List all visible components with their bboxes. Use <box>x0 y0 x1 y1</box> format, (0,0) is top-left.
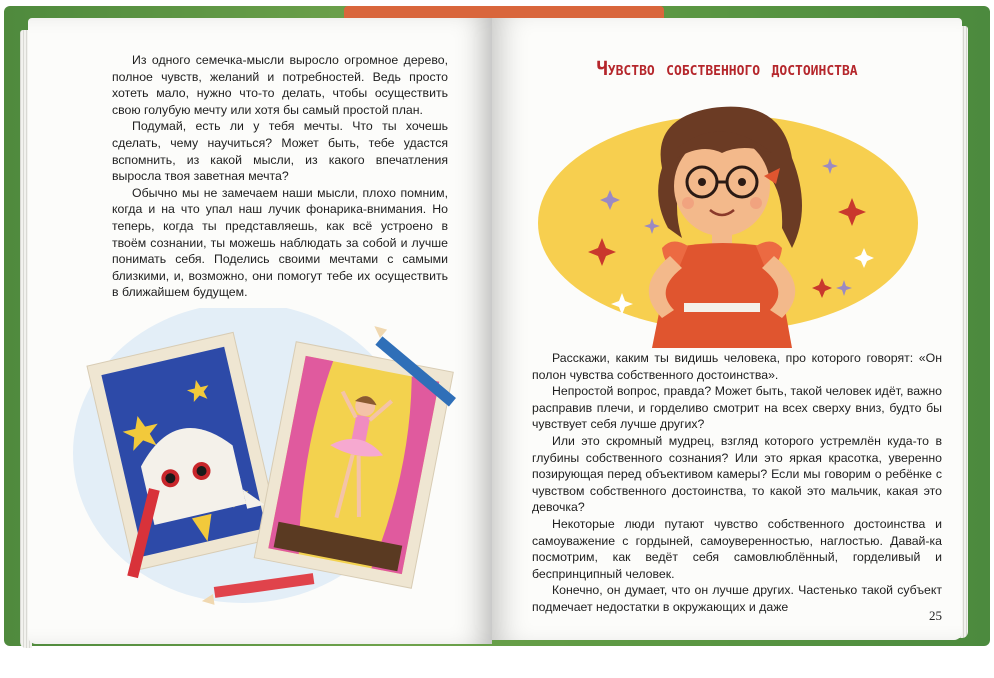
left-paragraph-3: Обычно мы не замечаем наши мысли, плохо помним, когда и на что упал наш лучик фонарика-внимания. Но теперь, когда ты представляешь, как всё устроено в твоём сознании, ты можешь наблюдать за собой и лучше понимать себя. Поделись своими мечтами с самыми близкими, и, возможно, они помогут тебе их осуществить в ближайшем будущем. <box>112 185 448 300</box>
left-page <box>28 18 492 644</box>
left-paragraph-2: Подумай, есть ли у тебя мечты. Что ты хочешь сделать, чему научиться? Может быть, тебе удастся вспомнить, из какой мысли, из какого впечатления выросла твоя заветная мечта? <box>112 119 448 184</box>
right-paragraph-3: Или это скромный мудрец, взгляд которого устремлён куда-то в глубины собственного сознания? Или это яркая красотка, уверенно позирующая перед объективом камеры? Если мы говорим о ребёнке с чувством собственного достоинства, то какой это мальчик, какая это девочка? <box>532 433 942 515</box>
right-paragraph-2: Непростой вопрос, правда? Может быть, такой человек идёт, важно расправив плечи, и горделиво смотрит на всех сверху вниз, будто бы чувствует себя лучше других? <box>532 384 942 432</box>
right-paragraph-1: Расскажи, каким ты видишь человека, про которого говорят: «Он полон чувства собственного достоинства». <box>532 351 942 382</box>
left-paragraph-1: Из одного семечка-мысли выросло огромное дерево, полное чувств, желаний и потребностей. Ведь просто хотеть мало, нужно что-то делать, чтобы осуществить свою голубую мечту или хотя бы самый простой план. <box>112 53 448 117</box>
chapter-title: Чувство собственного достоинства <box>596 58 858 80</box>
left-page-text <box>112 52 448 301</box>
right-paragraph-4: Некоторые люди путают чувство собственного достоинства и самоуважение с гордыней, самоуверенностью, наглостью. Давай-ка посмотрим, как ведёт себя самовлюблённый, горделивый и беспринципный человек. <box>532 516 942 581</box>
page-number: 25 <box>929 608 942 623</box>
right-page-text <box>532 350 942 616</box>
right-paragraph-5: Конечно, он думает, что он лучше других. Частенько такой субъект подмечает недостатки в окружающих и даже <box>532 583 942 614</box>
girl-illustration <box>492 98 962 348</box>
right-page <box>492 18 962 640</box>
drawings-illustration <box>28 308 492 638</box>
